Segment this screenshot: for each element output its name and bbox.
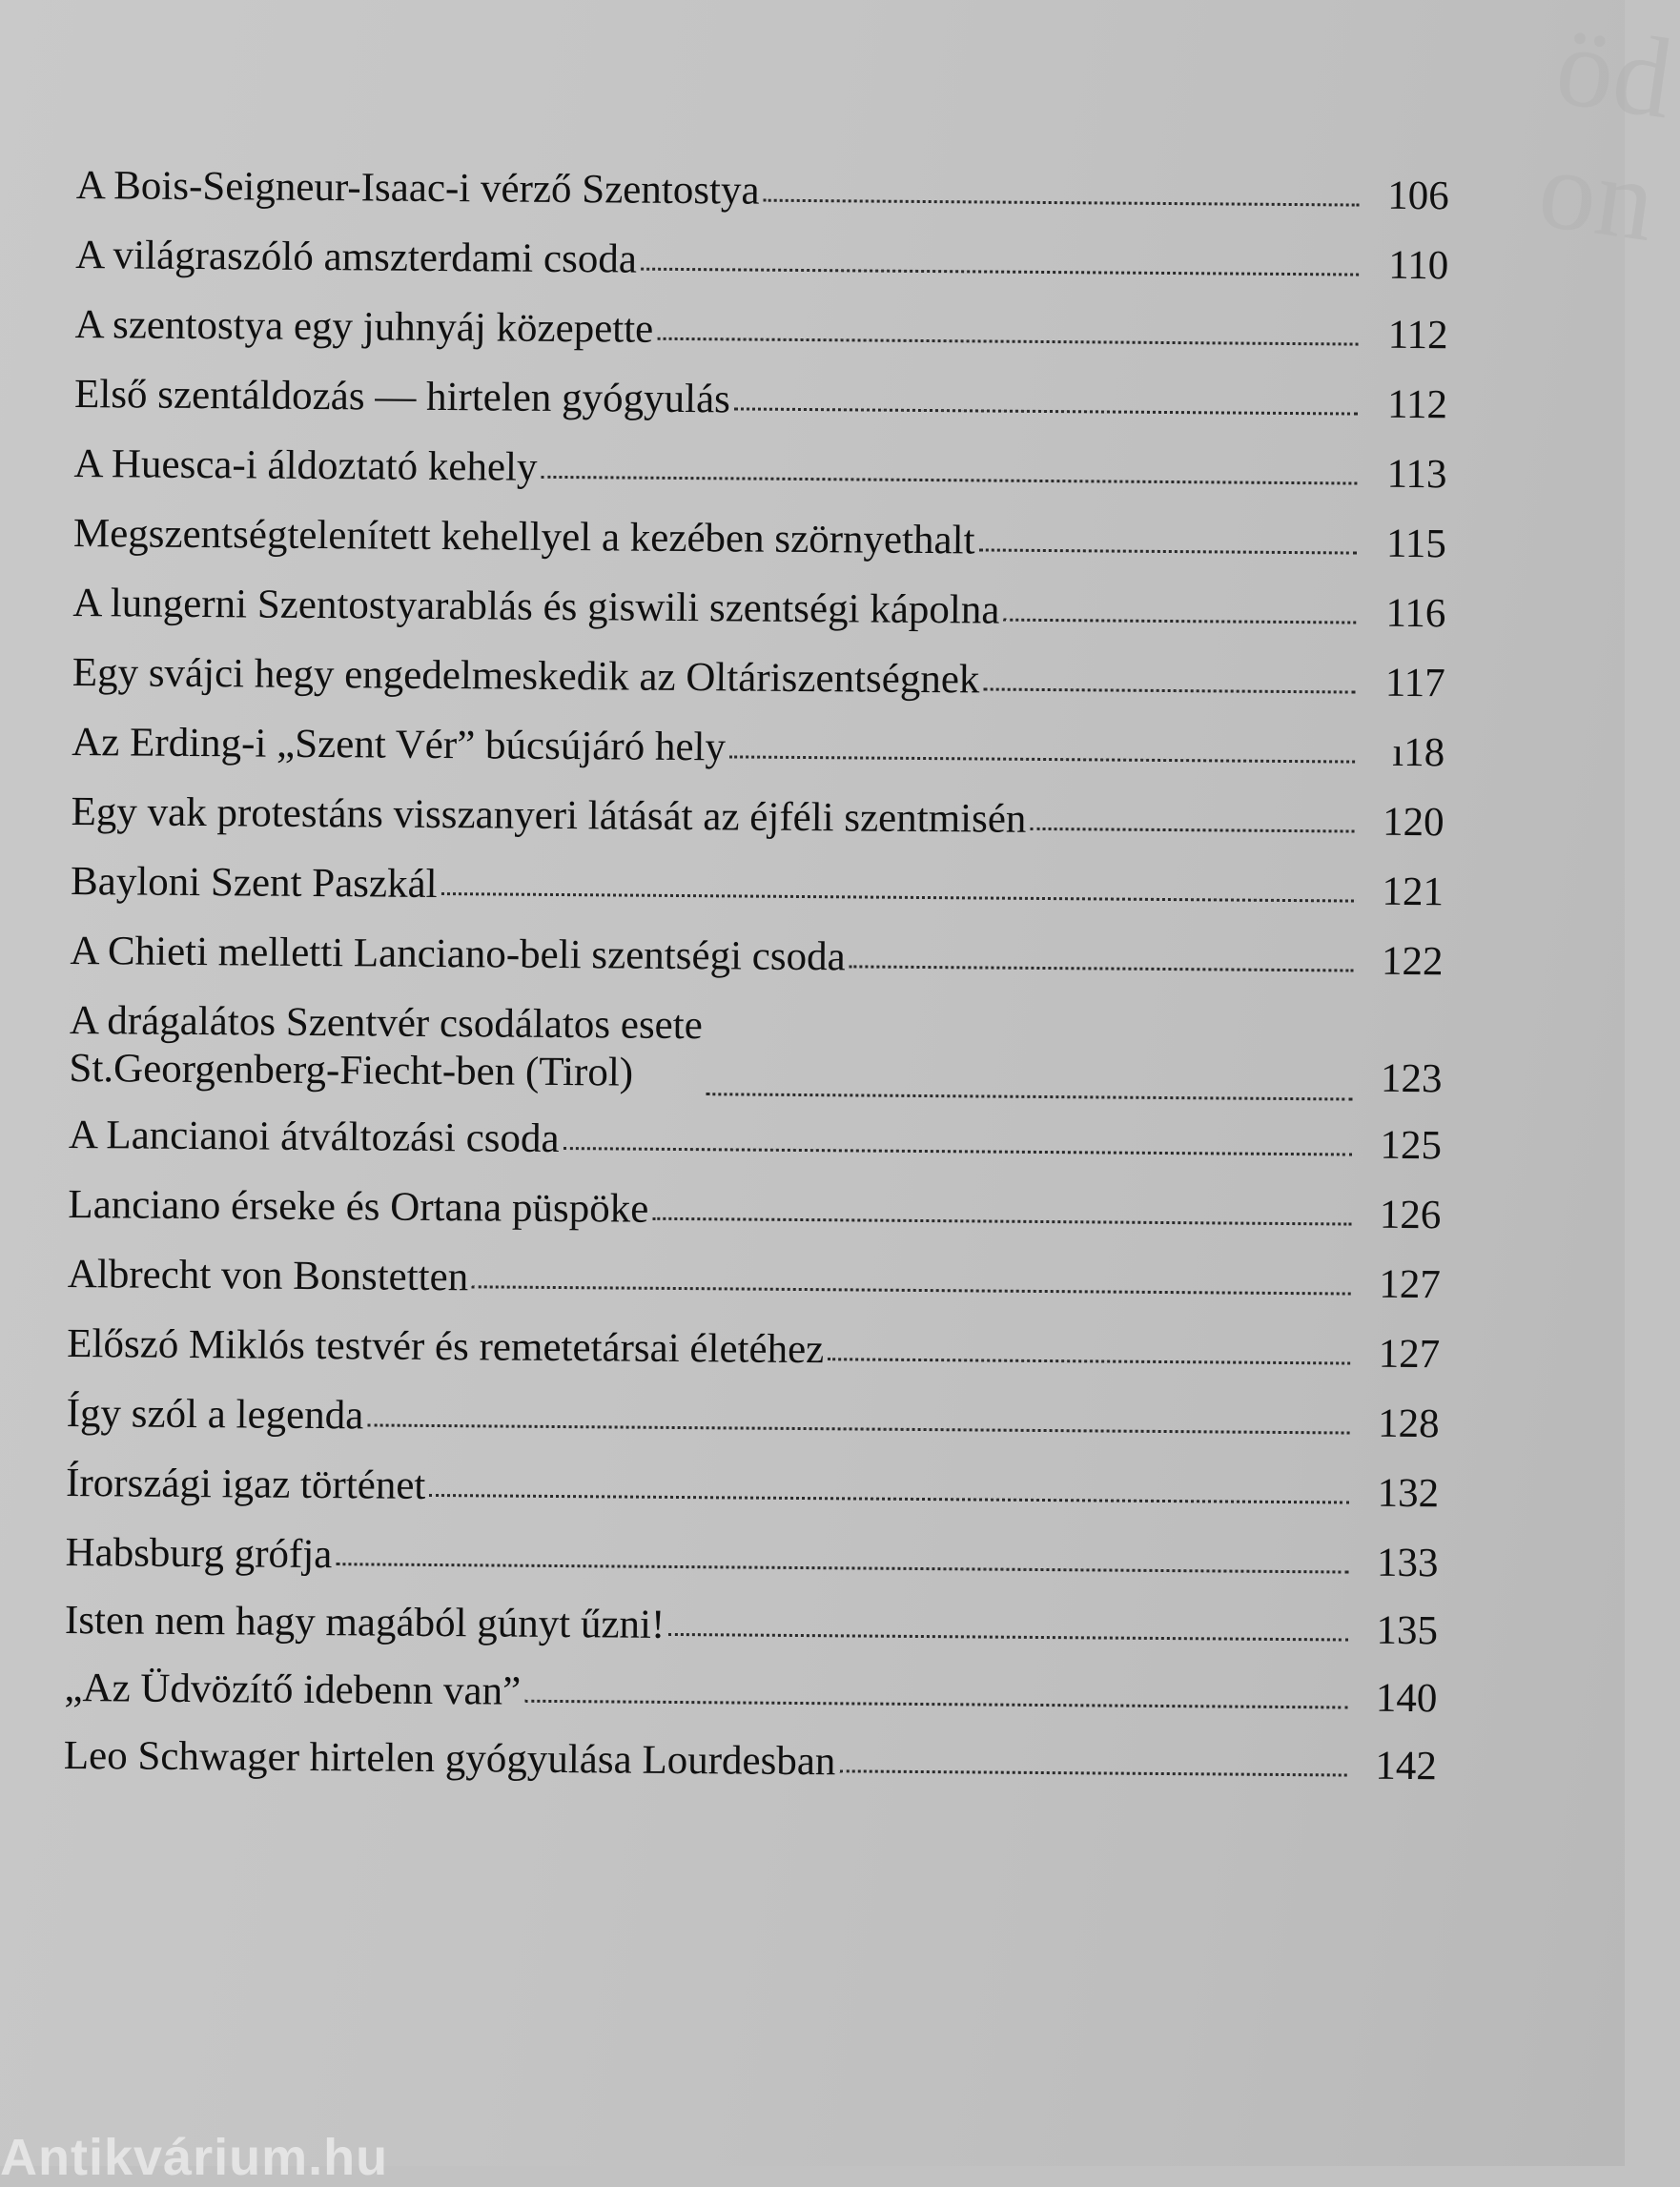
toc-entry xyxy=(68,1181,1441,1239)
toc-entry xyxy=(72,649,1445,707)
toc-entry-page: 120 xyxy=(1382,799,1444,846)
dot-leader xyxy=(729,755,1355,763)
dot-leader xyxy=(541,476,1357,485)
toc-entry xyxy=(66,1460,1439,1518)
toc-entry-title xyxy=(69,997,703,1097)
toc-entry-title: Írországi igaz történet xyxy=(65,1460,426,1508)
toc-entry-page: 125 xyxy=(1380,1122,1443,1169)
toc-entry xyxy=(73,440,1446,499)
dot-leader xyxy=(763,199,1359,207)
toc-entry-page: 122 xyxy=(1381,938,1444,985)
toc-entry-page: 140 xyxy=(1375,1675,1438,1722)
toc-entry-title: Első szentáldozás — hirtelen gyógyulás xyxy=(73,371,731,422)
dot-leader xyxy=(563,1147,1352,1155)
toc-entry-title: Így szól a legenda xyxy=(66,1390,364,1439)
toc-entry xyxy=(65,1597,1438,1655)
toc-entry-title: A Bois-Seigneur-Isaac-i vérző Szentostya xyxy=(75,162,760,214)
toc-entry xyxy=(71,788,1444,847)
toc-entry xyxy=(67,1320,1440,1379)
toc-entry xyxy=(68,1251,1441,1309)
toc-entry xyxy=(65,1529,1438,1587)
toc-entry-title: Isten nem hagy magából gúnyt űzni! xyxy=(64,1597,666,1647)
bleed-through-shadow: öd on xyxy=(1531,0,1680,266)
toc-entry-title: Bayloni Szent Paszkál xyxy=(70,858,438,907)
dot-leader xyxy=(472,1285,1351,1295)
watermark: Antikvárium.hu xyxy=(0,2129,389,2186)
toc-entry-page: 110 xyxy=(1388,242,1449,289)
toc-entry xyxy=(74,371,1447,429)
dot-leader xyxy=(652,1217,1351,1226)
toc-entry-title: Az Erding-i „Szent Vér” búcsújáró hely xyxy=(72,719,727,770)
dot-leader xyxy=(657,337,1358,346)
toc-entry-title: „Az Üdvözítő idebenn van” xyxy=(64,1665,522,1714)
toc-entry xyxy=(71,858,1444,916)
toc-entry xyxy=(73,510,1446,568)
toc-entry-title: Egy vak protestáns visszanyeri látását az éjféli szentmisén xyxy=(71,788,1027,842)
toc-entry-page: 135 xyxy=(1376,1607,1439,1654)
dot-leader xyxy=(839,1769,1346,1776)
dot-leader xyxy=(706,1093,1352,1100)
dot-leader xyxy=(336,1563,1348,1573)
dot-leader xyxy=(641,268,1359,276)
toc-entry-title-line: St.Georgenberg-Fiecht-ben (Tirol) xyxy=(69,1045,634,1095)
toc-entry-page: ı18 xyxy=(1392,729,1445,776)
toc-entry-page: 128 xyxy=(1377,1400,1440,1447)
toc-entry-title: Habsburg grófja xyxy=(65,1529,333,1578)
toc-entry-title: Albrecht von Bonstetten xyxy=(67,1251,469,1300)
toc-entry-title: Előszó Miklós testvér és remetetársai életéhez xyxy=(67,1320,825,1373)
toc-entry xyxy=(64,1665,1437,1723)
toc-entry-page: 117 xyxy=(1384,660,1445,706)
toc-entry xyxy=(75,232,1448,290)
toc-entry xyxy=(66,1390,1439,1448)
dot-leader xyxy=(734,407,1358,415)
toc-entry-title: A lungerni Szentostyarablás és giswili szentségi kápolna xyxy=(72,580,1000,633)
toc-entry xyxy=(72,719,1444,777)
toc-entry xyxy=(74,301,1447,359)
toc-entry-page: 116 xyxy=(1385,590,1446,637)
dot-leader xyxy=(429,1494,1349,1504)
dot-leader xyxy=(367,1423,1349,1434)
dot-leader xyxy=(1030,828,1354,833)
dot-leader xyxy=(1003,619,1356,624)
toc-entry-page: 121 xyxy=(1382,869,1444,915)
toc-entry xyxy=(64,1732,1437,1790)
toc-entry-page: 127 xyxy=(1379,1261,1441,1308)
toc-entry-page: 112 xyxy=(1387,312,1448,358)
toc-entry-page: 123 xyxy=(1380,1055,1443,1102)
toc-entry-title: A világraszóló amszterdami csoda xyxy=(75,232,638,282)
toc-entry-title: A Huesca-i áldoztató kehely xyxy=(73,440,538,490)
toc-entry-page: 115 xyxy=(1385,521,1447,567)
toc-entry-title-line: A drágalátos Szentvér csodálatos esete xyxy=(69,997,703,1049)
toc-entry-title: Megszentségtelenített kehellyel a kezében szörnyethalt xyxy=(72,510,975,563)
toc-entry xyxy=(69,997,1443,1103)
toc-entry-page: 127 xyxy=(1378,1331,1441,1378)
toc-entry-page: 113 xyxy=(1386,451,1447,498)
dot-leader xyxy=(850,965,1354,971)
toc-entry-title: A Lancianoi átváltozási csoda xyxy=(68,1112,560,1162)
toc-entry-page: 112 xyxy=(1386,381,1448,428)
toc-entry-page: 126 xyxy=(1379,1192,1442,1238)
dot-leader xyxy=(668,1633,1348,1642)
toc-entry-title: Leo Schwager hirtelen gyógyulása Lourdesban xyxy=(63,1732,836,1785)
dot-leader xyxy=(983,687,1355,693)
toc-entry xyxy=(70,928,1443,986)
toc-entry xyxy=(72,580,1445,638)
toc-entry-title: A Chieti melletti Lanciano-beli szentségi csoda xyxy=(70,928,846,980)
toc-entry-page: 142 xyxy=(1375,1743,1438,1789)
dot-leader xyxy=(441,892,1354,903)
table-of-contents xyxy=(63,162,1449,1841)
dot-leader xyxy=(828,1358,1350,1364)
toc-entry-page: 106 xyxy=(1387,173,1449,219)
toc-entry-page: 133 xyxy=(1376,1540,1439,1586)
toc-entry xyxy=(76,162,1449,220)
toc-entry-title: A szentostya egy juhnyáj közepette xyxy=(74,301,654,352)
toc-entry xyxy=(69,1112,1442,1170)
toc-entry-title: Lanciano érseke és Ortana püspöke xyxy=(68,1181,649,1232)
toc-entry-title: Egy svájci hegy engedelmeskedik az Oltáriszentségnek xyxy=(72,649,980,703)
toc-entry-page: 132 xyxy=(1377,1470,1440,1517)
dot-leader xyxy=(978,548,1356,554)
dot-leader xyxy=(524,1700,1347,1709)
